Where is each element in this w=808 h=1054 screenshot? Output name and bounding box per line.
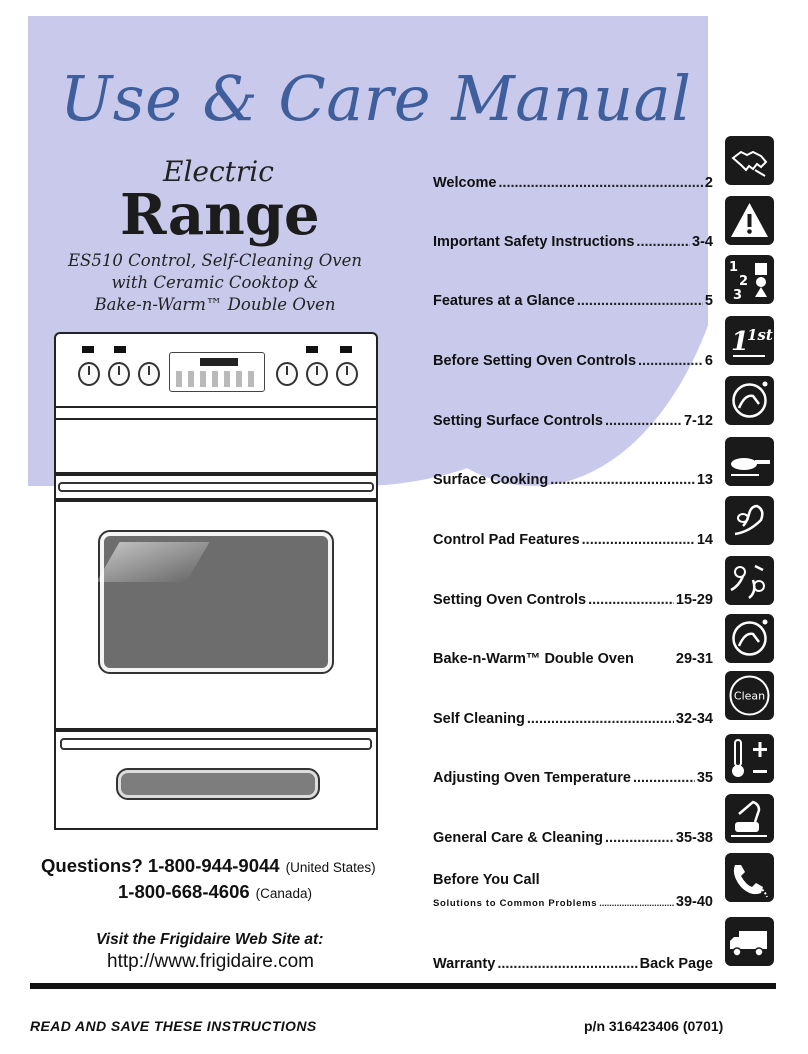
toc-item-safety[interactable]: Important Safety Instructions ..... 3-4	[433, 234, 713, 250]
warming-drawer	[54, 730, 378, 830]
toc-item-oven-temperature[interactable]: Adjusting Oven Temperature ..... 35	[433, 770, 713, 786]
visit-label: Visit the Frigidaire Web Site at:	[96, 931, 324, 948]
toc-item-before-oven[interactable]: Before Setting Oven Controls ..... 6	[433, 353, 713, 369]
product-name: Range	[120, 182, 320, 248]
dial-hand-icon	[725, 376, 774, 425]
product-subtitle	[60, 250, 370, 316]
frying-pan-icon	[725, 437, 774, 486]
thermometer-icon	[725, 734, 774, 783]
warning-icon	[725, 196, 774, 245]
footer-rule	[30, 983, 776, 989]
part-number: p/n 316423406 (0701)	[584, 1018, 724, 1034]
hands-controls-icon	[725, 556, 774, 605]
cooktop	[54, 408, 378, 420]
svg-text:2: 2	[739, 274, 749, 289]
subtitle-line: Bake-n-Warm™ Double Oven	[94, 295, 336, 314]
svg-text:Clean: Clean	[733, 689, 766, 703]
subtitle-line: with Ceramic Cooktop &	[111, 273, 319, 292]
questions-us: Questions? 1-800-944-9044 (United States)	[41, 855, 376, 876]
dial-hand-icon	[725, 614, 774, 663]
questions-canada: 1-800-668-4606 (Canada)	[118, 881, 312, 902]
toc-item-care-cleaning[interactable]: General Care & Cleaning ..... 35-38	[433, 830, 713, 846]
control-display	[169, 352, 265, 392]
website-link[interactable]: http://www.frigidaire.com	[107, 951, 314, 972]
phone-icon	[725, 853, 774, 902]
range-trim	[54, 420, 378, 474]
finger-press-icon	[725, 496, 774, 545]
svg-text:3: 3	[733, 288, 743, 303]
oven-window	[100, 532, 332, 672]
svg-text:1: 1	[729, 260, 739, 275]
footer-instructions: READ AND SAVE THESE INSTRUCTIONS	[30, 1018, 317, 1034]
control-panel	[54, 332, 378, 408]
toc-item-self-cleaning[interactable]: Self Cleaning ..... 32-34	[433, 711, 713, 727]
product-line: Electric	[163, 155, 274, 188]
svg-text:1st: 1st	[747, 326, 773, 344]
toc-item-control-pad[interactable]: Control Pad Features ..... 14	[433, 532, 713, 548]
toc-item-surface-controls[interactable]: Setting Surface Controls ..... 7-12	[433, 413, 713, 429]
svg-text:1: 1	[731, 327, 750, 357]
clean-icon	[725, 671, 774, 720]
toc-item-features[interactable]: Features at a Glance ..... 5	[433, 293, 713, 309]
manual-title: Use & Care Manual	[60, 62, 692, 135]
numbered-steps-icon	[725, 255, 774, 304]
oven-handle	[58, 482, 374, 492]
first-icon	[725, 316, 774, 365]
toc-item-oven-controls[interactable]: Setting Oven Controls ..... 15-29	[433, 592, 713, 608]
sponge-hand-icon	[725, 794, 774, 843]
handshake-icon	[725, 136, 774, 185]
subtitle-line: ES510 Control, Self-Cleaning Oven	[67, 251, 362, 270]
truck-icon	[725, 917, 774, 966]
toc-item-before-you-call[interactable]: Before You Call	[433, 872, 540, 888]
range-illustration	[54, 332, 378, 830]
toc-item-bake-n-warm[interactable]: Bake-n-Warm™ Double Oven 29-31	[433, 651, 713, 667]
toc-item-surface-cooking[interactable]: Surface Cooking ..... 13	[433, 472, 713, 488]
toc-item-warranty[interactable]: Warranty ..... Back Page	[433, 956, 713, 972]
toc-item-welcome[interactable]: Welcome ..... 2	[433, 175, 713, 191]
toc-item-before-you-call-sub[interactable]: Solutions to Common Problems ..... 39-40	[433, 894, 713, 910]
oven-door	[54, 500, 378, 730]
